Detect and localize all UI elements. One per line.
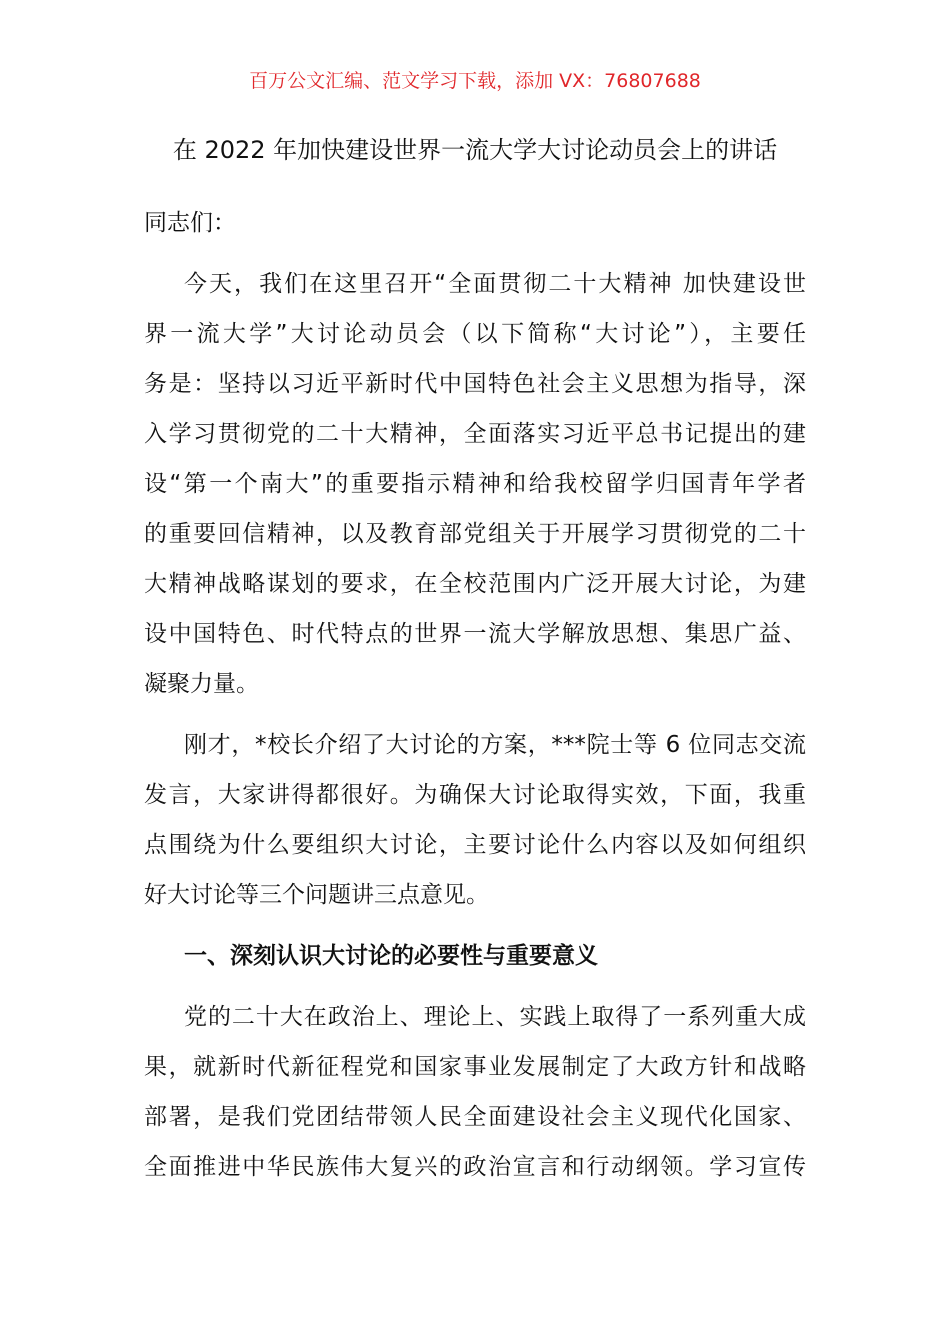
text-line: 的重要回信精神，以及教育部党组关于开展学习贯彻党的二十	[144, 521, 806, 547]
paragraph	[144, 720, 806, 920]
text-line: 果，就新时代新征程党和国家事业发展制定了大政方针和战略	[144, 1054, 806, 1080]
section-heading	[144, 931, 806, 981]
text-line: 一、深刻认识大讨论的必要性与重要意义	[184, 943, 598, 969]
text-line: 界一流大学”大讨论动员会（以下简称“大讨论”），主要任	[144, 321, 806, 347]
salutation	[144, 198, 806, 248]
paragraph	[144, 992, 806, 1192]
text-line: 全面推进中华民族伟大复兴的政治宣言和行动纲领。学习宣传	[144, 1154, 806, 1180]
text-line: 部署，是我们党团结带领人民全面建设社会主义现代化国家、	[144, 1104, 806, 1130]
text-line: 入学习贯彻党的二十大精神，全面落实习近平总书记提出的建	[144, 421, 806, 447]
text-line: 设中国特色、时代特点的世界一流大学解放思想、集思广益、	[144, 621, 806, 647]
text-line: 务是：坚持以习近平新时代中国特色社会主义思想为指导，深	[144, 371, 806, 397]
document-title: 在 2022 年加快建设世界一流大学大讨论动员会上的讲话	[172, 136, 778, 164]
text-line: 发言，大家讲得都很好。为确保大讨论取得实效，下面，我重	[144, 782, 806, 808]
text-line: 同志们：	[144, 210, 236, 236]
document-body	[144, 198, 806, 1192]
paragraph	[144, 259, 806, 709]
text-line: 党的二十大在政治上、理论上、实践上取得了一系列重大成	[184, 1004, 806, 1030]
text-line: 设“第一个南大”的重要指示精神和给我校留学归国青年学者	[144, 471, 806, 497]
text-line: 好大讨论等三个问题讲三点意见。	[144, 882, 489, 908]
text-line: 大精神战略谋划的要求，在全校范围内广泛开展大讨论，为建	[144, 571, 806, 597]
text-line: 点围绕为什么要组织大讨论，主要讨论什么内容以及如何组织	[144, 832, 806, 858]
text-line: 今天，我们在这里召开“全面贯彻二十大精神 加快建设世	[184, 271, 806, 297]
text-line: 刚才，*校长介绍了大讨论的方案，***院士等 6 位同志交流	[184, 732, 806, 758]
text-line: 凝聚力量。	[144, 671, 259, 697]
download-banner: 百万公文汇编、范文学习下载，添加 VX：76807688	[249, 70, 701, 92]
